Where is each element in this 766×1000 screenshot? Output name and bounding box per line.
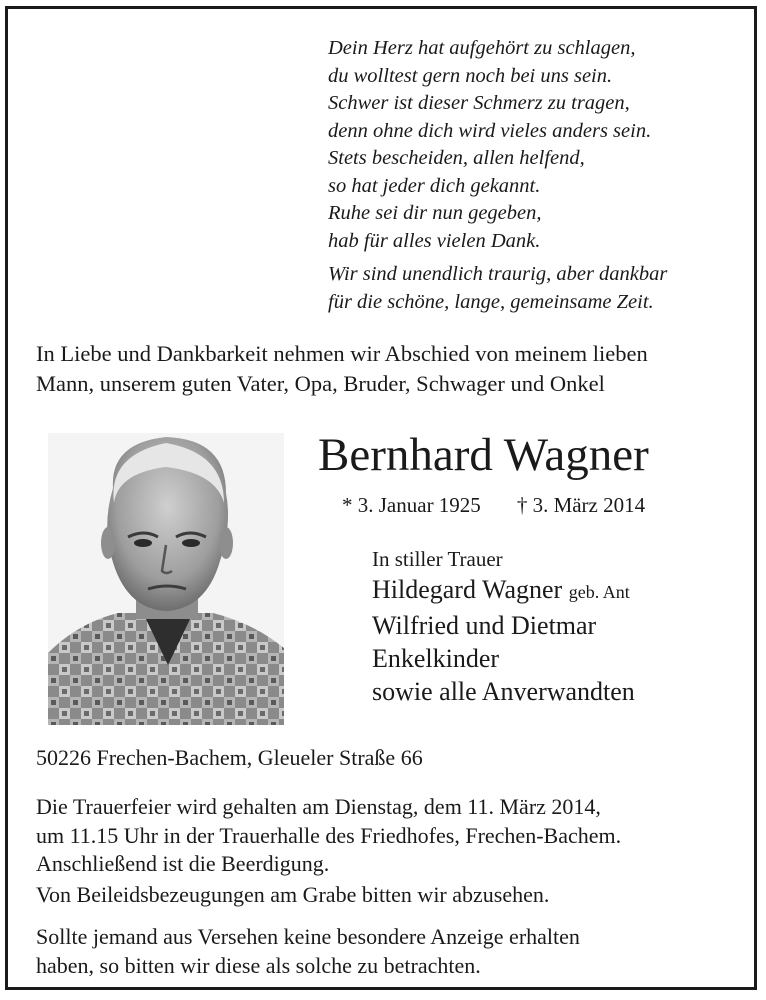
poem-line: Wir sind unendlich traurig, aber dankbar (328, 263, 668, 285)
poem-line: du wolltest gern noch bei uns sein. (328, 64, 613, 87)
portrait-image (48, 433, 284, 725)
portrait-photo (48, 433, 284, 725)
birth-date: * 3. Januar 1925 (342, 493, 481, 517)
spouse-maiden-name: geb. Ant (568, 582, 630, 602)
mourner-spouse (372, 573, 635, 609)
mourners-list (372, 545, 635, 708)
poem-line: Ruhe sei dir nun gegeben, (328, 202, 542, 224)
funeral-line: Anschließend ist die Beerdigung. (36, 851, 330, 876)
funeral-line: um 11.15 Uhr in der Trauerhalle des Friedhofes, Frechen-Bachem. (36, 822, 622, 848)
poem-line: hab für alles vielen Dank. (328, 229, 541, 252)
memorial-poem (328, 35, 748, 316)
mourner-entry: sowie alle Anverwandten (372, 677, 635, 706)
life-dates (342, 491, 645, 519)
poem-line: Stets bescheiden, allen helfend, (328, 147, 585, 169)
funeral-line: Die Trauerfeier wird gehalten am Dienstag, dem 11. März 2014, (36, 794, 601, 819)
spouse-name: Hildegard Wagner (372, 575, 563, 604)
deceased-name: Bernhard Wagner (318, 429, 649, 481)
intro-line: Mann, unserem guten Vater, Opa, Bruder, Schwager und Onkel (36, 371, 605, 396)
condolence-note (36, 881, 746, 910)
notice-note (36, 923, 746, 980)
family-address: 50226 Frechen-Bachem, Gleueler Straße 66 (36, 745, 423, 770)
poem-line: denn ohne dich wird vieles anders sein. (328, 119, 652, 142)
funeral-details (36, 793, 746, 879)
poem-line: für die schöne, lange, gemeinsame Zeit. (328, 290, 654, 313)
intro-line: In Liebe und Dankbarkeit nehmen wir Abschied von meinem lieben (36, 341, 648, 366)
mourning-lead: In stiller Trauer (372, 547, 503, 571)
poem-line: Schwer ist dieser Schmerz zu tragen, (328, 92, 630, 114)
notice-line: haben, so bitten wir diese als solche zu betrachten. (36, 952, 481, 978)
mourner-entry: Wilfried und Dietmar (372, 611, 597, 640)
poem-line: so hat jeder dich gekannt. (328, 174, 541, 197)
farewell-intro (36, 339, 746, 399)
notice-line: Sollte jemand aus Versehen keine besondere Anzeige erhalten (36, 924, 580, 949)
condolence-line: Von Beileidsbezeugungen am Grabe bitten wir abzusehen. (36, 882, 550, 907)
mourner-entry: Enkelkinder (372, 644, 500, 673)
poem-line: Dein Herz hat aufgehört zu schlagen, (328, 37, 636, 59)
obituary-notice (5, 6, 757, 990)
death-date: † 3. März 2014 (516, 493, 646, 517)
